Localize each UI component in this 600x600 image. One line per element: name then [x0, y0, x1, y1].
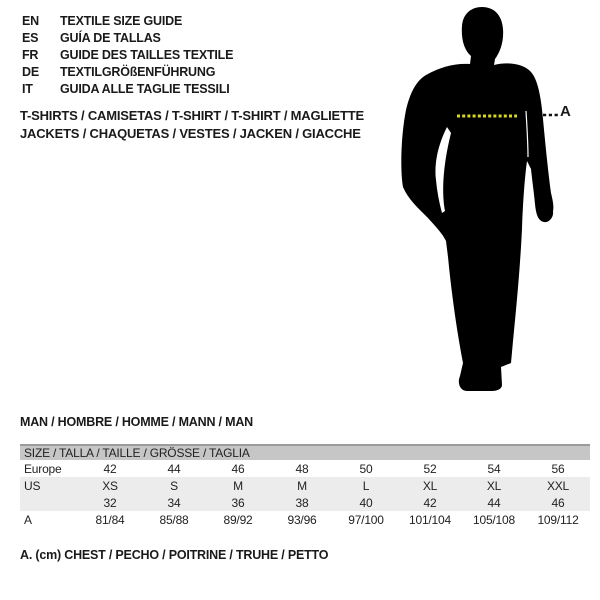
- table-cell: 56: [551, 461, 565, 476]
- table-cell: 54: [487, 461, 501, 476]
- table-cell: 89/92: [223, 512, 253, 527]
- table-cell: M: [297, 478, 307, 493]
- language-row: [22, 63, 233, 80]
- size-table: [20, 444, 590, 528]
- table-row-chest: [20, 511, 590, 528]
- table-cell: XXL: [546, 478, 570, 493]
- table-cell: 101/104: [409, 512, 451, 527]
- table-cell: S: [170, 478, 178, 493]
- table-cell: 42: [103, 461, 117, 476]
- language-title: GUIDE DES TAILLES TEXTILE: [60, 47, 234, 62]
- table-row-us-numeric: [20, 494, 590, 511]
- table-row-europe: [20, 460, 590, 477]
- table-cell: 44: [167, 461, 181, 476]
- table-cell: 46: [551, 495, 565, 510]
- category-tshirts: T-SHIRTS / CAMISETAS / T-SHIRT / T-SHIRT / MAGLIETTE: [20, 108, 364, 123]
- table-cell: 105/108: [473, 512, 515, 527]
- table-cell: XS: [102, 478, 118, 493]
- language-code: IT: [22, 81, 33, 96]
- table-cell: 93/96: [287, 512, 317, 527]
- man-figure: [398, 5, 568, 403]
- category-list: [20, 107, 364, 143]
- table-cell: L: [362, 478, 370, 493]
- table-cell: 42: [423, 495, 437, 510]
- table-cell: 32: [103, 495, 117, 510]
- table-row-us: [20, 477, 590, 494]
- table-cell: 44: [487, 495, 501, 510]
- language-row: [22, 46, 233, 63]
- language-code: EN: [22, 13, 39, 28]
- table-cell: 109/112: [537, 512, 579, 527]
- language-code: ES: [22, 30, 39, 45]
- table-cell: 38: [295, 495, 309, 510]
- language-list: [22, 12, 233, 97]
- measurement-footnote: A. (cm) CHEST / PECHO / POITRINE / TRUHE / PETTO: [20, 548, 329, 562]
- language-title: TEXTILGRÖßENFÜHRUNG: [60, 64, 216, 79]
- table-cell: 48: [295, 461, 309, 476]
- table-cell: M: [233, 478, 243, 493]
- row-label: US: [24, 478, 41, 493]
- row-label: Europe: [24, 461, 62, 476]
- language-code: DE: [22, 64, 39, 79]
- table-cell: 46: [231, 461, 245, 476]
- language-title: GUÍA DE TALLAS: [60, 30, 161, 45]
- language-row: [22, 80, 233, 97]
- size-table-header: SIZE / TALLA / TAILLE / GRÖSSE / TAGLIA: [20, 444, 590, 460]
- table-cell: 52: [423, 461, 437, 476]
- language-code: FR: [22, 47, 39, 62]
- row-label: A: [24, 512, 32, 527]
- table-cell: 81/84: [95, 512, 125, 527]
- language-title: TEXTILE SIZE GUIDE: [60, 13, 183, 28]
- language-row: [22, 12, 233, 29]
- table-cell: 85/88: [159, 512, 189, 527]
- table-cell: XL: [422, 478, 438, 493]
- man-silhouette-svg: [398, 5, 568, 403]
- table-cell: XL: [486, 478, 502, 493]
- table-cell: 34: [167, 495, 181, 510]
- table-cell: 97/100: [348, 512, 384, 527]
- section-title: MAN / HOMBRE / HOMME / MANN / MAN: [20, 415, 253, 429]
- table-cell: 50: [359, 461, 373, 476]
- language-title: GUIDA ALLE TAGLIE TESSILI: [60, 81, 230, 96]
- language-row: [22, 29, 233, 46]
- measure-label-a: A: [560, 103, 571, 120]
- man-silhouette: [401, 7, 553, 391]
- table-cell: 40: [359, 495, 373, 510]
- table-cell: 36: [231, 495, 245, 510]
- category-jackets: JACKETS / CHAQUETAS / VESTES / JACKEN / GIACCHE: [20, 126, 361, 141]
